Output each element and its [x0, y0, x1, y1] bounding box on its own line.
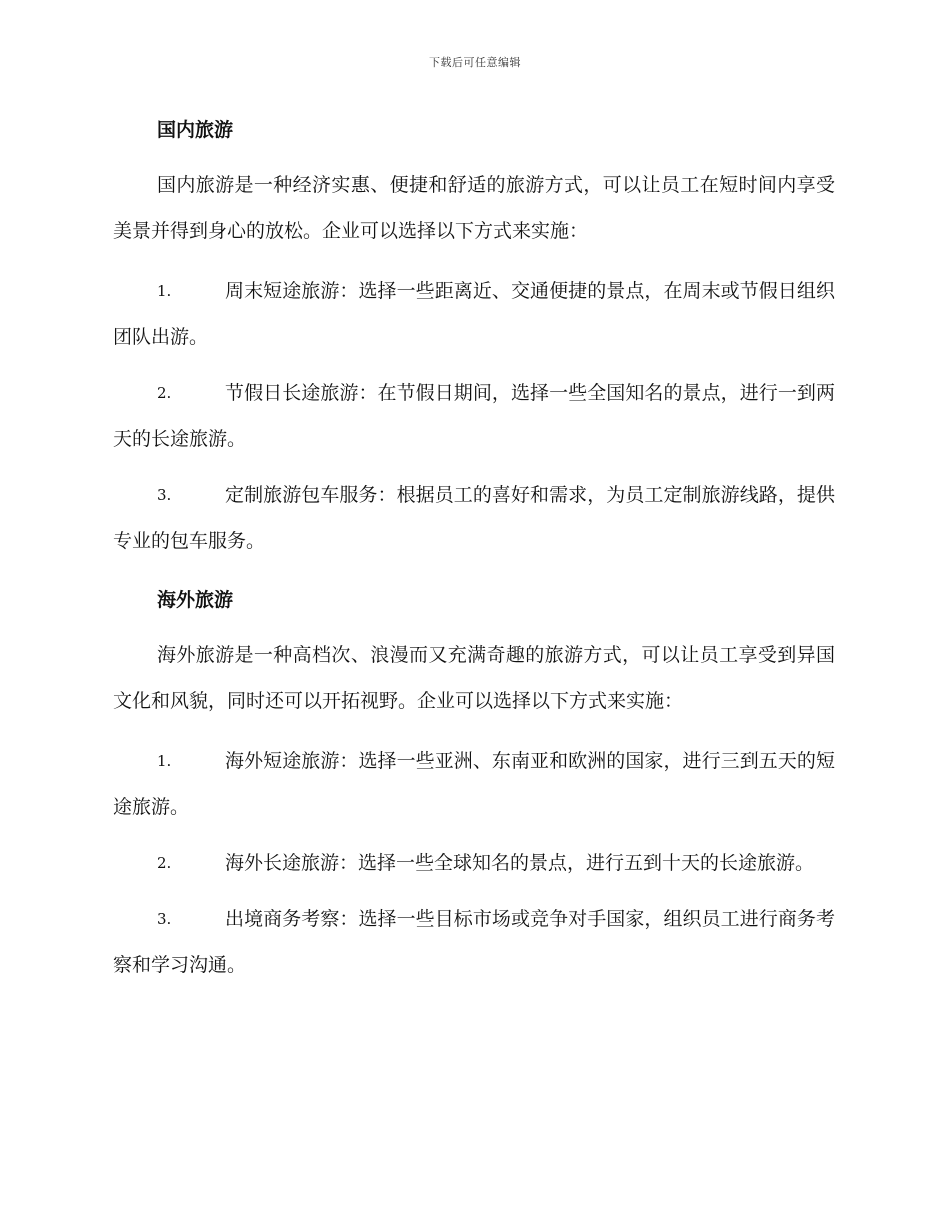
page-header: 下载后可任意编辑: [429, 56, 521, 69]
list-item: [113, 840, 835, 886]
list-item: [113, 370, 835, 462]
document-body: [113, 110, 835, 998]
list-item-number: 3.: [157, 910, 172, 928]
list-item: [113, 472, 835, 564]
list-item: [113, 896, 835, 988]
list-item-number: 3.: [157, 486, 172, 504]
list-item-text: 周末短途旅游：选择一些距离近、交通便捷的景点，在周末或节假日组织团队出游。: [113, 280, 835, 348]
list-item-text: 节假日长途旅游：在节假日期间，选择一些全国知名的景点，进行一到两天的长途旅游。: [113, 382, 835, 450]
list-item-text: 海外长途旅游：选择一些全球知名的景点，进行五到十天的长途旅游。: [225, 852, 815, 874]
list-item-number: 1.: [157, 752, 172, 770]
list-item: [113, 738, 835, 830]
section-heading-domestic: 国内旅游: [157, 119, 234, 141]
section-intro-domestic: 国内旅游是一种经济实惠、便捷和舒适的旅游方式，可以让员工在短时间内享受美景并得到身心的放松。企业可以选择以下方式来实施：: [113, 174, 835, 242]
list-item-number: 2.: [157, 854, 172, 872]
list-item-text: 出境商务考察：选择一些目标市场或竞争对手国家，组织员工进行商务考察和学习沟通。: [113, 908, 835, 976]
list-item-number: 1.: [157, 282, 172, 300]
list-item-number: 2.: [157, 384, 172, 402]
list-item: [113, 268, 835, 360]
section-heading-overseas: 海外旅游: [157, 589, 234, 611]
section-intro-overseas: 海外旅游是一种高档次、浪漫而又充满奇趣的旅游方式，可以让员工享受到异国文化和风貌，同时还可以开拓视野。企业可以选择以下方式来实施：: [113, 644, 835, 712]
list-item-text: 定制旅游包车服务：根据员工的喜好和需求，为员工定制旅游线路，提供专业的包车服务。: [113, 484, 835, 552]
list-item-text: 海外短途旅游：选择一些亚洲、东南亚和欧洲的国家，进行三到五天的短途旅游。: [113, 750, 835, 818]
